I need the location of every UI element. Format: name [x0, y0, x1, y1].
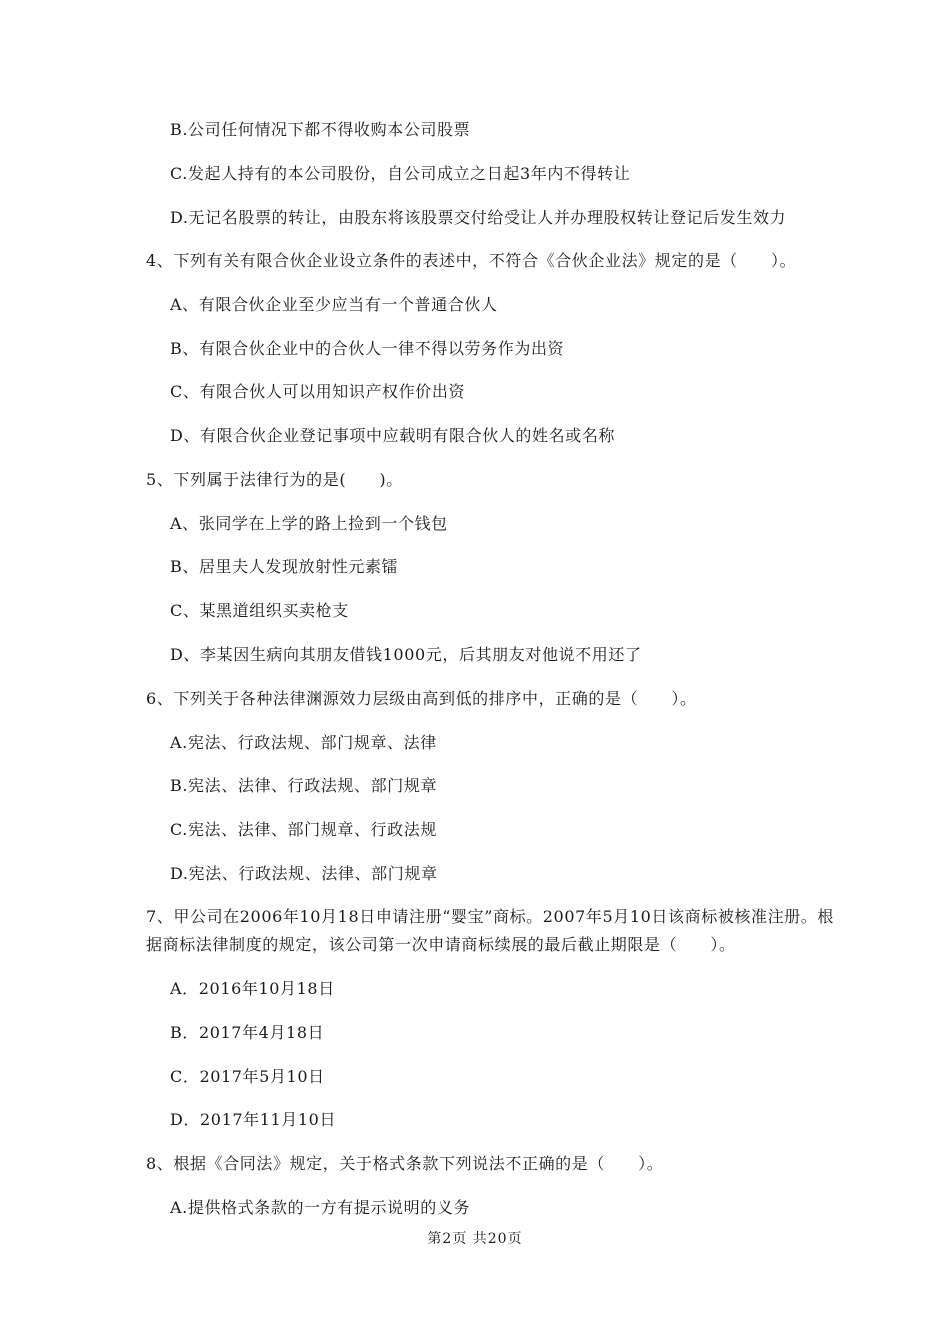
question-6-option-d: D.宪法、行政法规、法律、部门规章 [170, 864, 438, 883]
question-4-option-a: A、有限合伙企业至少应当有一个普通合伙人 [170, 295, 498, 314]
question-8-option-a: A.提供格式条款的一方有提示说明的义务 [170, 1198, 471, 1217]
question-7-option-d: D．2017年11月10日 [170, 1110, 337, 1129]
question-3-option-c: C.发起人持有的本公司股份，自公司成立之日起3年内不得转让 [170, 164, 631, 183]
question-5-option-a: A、张同学在上学的路上捡到一个钱包 [170, 514, 448, 533]
question-8-stem: 8、根据《合同法》规定，关于格式条款下列说法不正确的是（ ）。 [146, 1154, 664, 1173]
question-7-option-a: A．2016年10月18日 [170, 979, 335, 998]
question-4-option-b: B、有限合伙企业中的合伙人一律不得以劳务作为出资 [170, 339, 565, 358]
question-4-stem: 4、下列有关有限合伙企业设立条件的表述中，不符合《合伙企业法》规定的是（ ）。 [146, 251, 797, 270]
question-7-stem-line-1: 7、甲公司在2006年10月18日申请注册“婴宝”商标。2007年5月10日该商标被核准注册。根 [146, 907, 835, 926]
question-7-option-b: B．2017年4月18日 [170, 1023, 325, 1042]
question-6-option-c: C.宪法、法律、部门规章、行政法规 [170, 820, 437, 839]
question-5-option-d: D、李某因生病向其朋友借钱1000元，后其朋友对他说不用还了 [170, 645, 642, 664]
question-4-option-d: D、有限合伙企业登记事项中应载明有限合伙人的姓名或名称 [170, 426, 616, 445]
question-7-option-c: C．2017年5月10日 [170, 1067, 325, 1086]
question-6-stem: 6、下列关于各种法律渊源效力层级由高到低的排序中，正确的是（ ）。 [146, 689, 697, 708]
question-6-option-a: A.宪法、行政法规、部门规章、法律 [170, 733, 437, 752]
question-3-option-b: B.公司任何情况下都不得收购本公司股票 [170, 120, 471, 139]
question-6-option-b: B.宪法、法律、行政法规、部门规章 [170, 776, 438, 795]
page-footer: 第2页 共20页 [427, 1231, 523, 1247]
question-4-option-c: C、有限合伙人可以用知识产权作价出资 [170, 382, 466, 401]
question-5-option-c: C、某黑道组织买卖枪支 [170, 601, 349, 620]
question-5-option-b: B、居里夫人发现放射性元素镭 [170, 557, 399, 576]
question-7-stem-line-2: 据商标法律制度的规定，该公司第一次申请商标续展的最后截止期限是（ ）。 [146, 935, 736, 954]
question-5-stem: 5、下列属于法律行为的是( )。 [146, 470, 403, 489]
question-3-option-d: D.无记名股票的转让，由股东将该股票交付给受让人并办理股权转让登记后发生效力 [170, 208, 787, 227]
